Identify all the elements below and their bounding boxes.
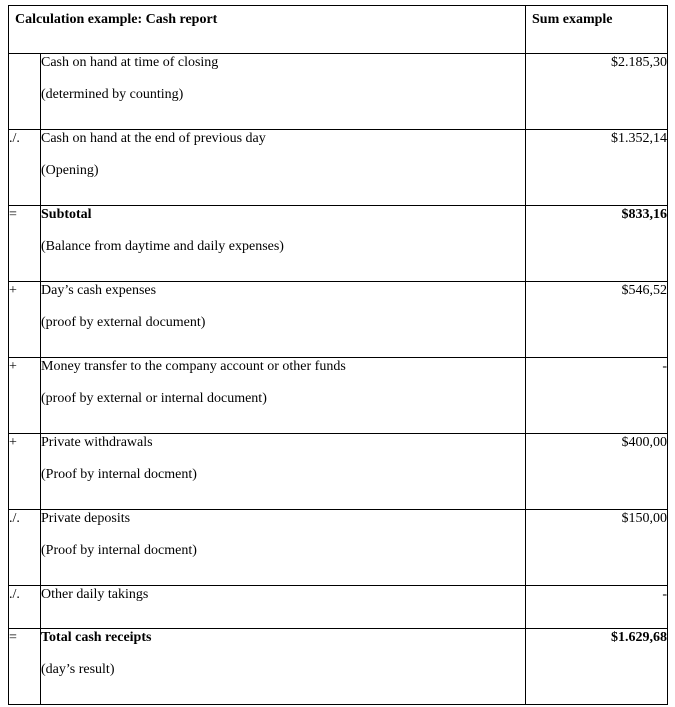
operator-cell: + — [9, 434, 41, 510]
description-text: Other daily takings — [41, 587, 149, 602]
amount-cell: $1.352,14 — [526, 130, 668, 206]
cash-report-table — [8, 5, 668, 705]
operator-cell: + — [9, 358, 41, 434]
description-text: Cash on hand at time of closing — [41, 55, 219, 70]
operator-cell: = — [9, 629, 41, 705]
table-row — [9, 358, 668, 434]
operator-cell: ./. — [9, 586, 41, 629]
description-text: Day’s cash expenses — [41, 283, 157, 298]
description-cell — [41, 510, 526, 586]
description-text: Cash on hand at the end of previous day — [41, 131, 266, 146]
description-cell — [41, 586, 526, 629]
description-cell — [41, 206, 526, 282]
description-note: (proof by external or internal document) — [41, 391, 267, 406]
description-note: (Proof by internal docment) — [41, 467, 197, 482]
table-row — [9, 130, 668, 206]
table-row — [9, 54, 668, 130]
table-row — [9, 434, 668, 510]
description-note: (Opening) — [41, 163, 99, 178]
operator-cell: ./. — [9, 130, 41, 206]
amount-cell: $400,00 — [526, 434, 668, 510]
amount-cell: $1.629,68 — [526, 629, 668, 705]
description-text: Private deposits — [41, 511, 131, 526]
description-text: Private withdrawals — [41, 435, 153, 450]
description-note: (determined by counting) — [41, 87, 184, 102]
table-row — [9, 629, 668, 705]
operator-cell — [9, 54, 41, 130]
description-text: Money transfer to the company account or other funds — [41, 359, 346, 374]
description-text: Subtotal — [41, 207, 92, 222]
amount-cell: - — [526, 586, 668, 629]
description-cell — [41, 54, 526, 130]
amount-cell: - — [526, 358, 668, 434]
amount-cell: $833,16 — [526, 206, 668, 282]
operator-cell: + — [9, 282, 41, 358]
table-row — [9, 510, 668, 586]
description-cell — [41, 629, 526, 705]
description-cell — [41, 130, 526, 206]
operator-cell: = — [9, 206, 41, 282]
description-note: (day’s result) — [41, 662, 115, 677]
description-cell — [41, 282, 526, 358]
description-cell — [41, 434, 526, 510]
table-header-row — [9, 6, 668, 54]
description-cell — [41, 358, 526, 434]
description-text: Total cash receipts — [41, 630, 152, 645]
amount-cell: $2.185,30 — [526, 54, 668, 130]
table-row — [9, 282, 668, 358]
description-note: (Balance from daytime and daily expenses) — [41, 239, 284, 254]
operator-cell: ./. — [9, 510, 41, 586]
table-row — [9, 586, 668, 629]
table-title: Calculation example: Cash report — [9, 6, 526, 54]
amount-cell: $150,00 — [526, 510, 668, 586]
amount-column-header: Sum example — [526, 6, 668, 54]
description-note: (Proof by internal docment) — [41, 543, 197, 558]
description-note: (proof by external document) — [41, 315, 206, 330]
amount-cell: $546,52 — [526, 282, 668, 358]
table-row — [9, 206, 668, 282]
